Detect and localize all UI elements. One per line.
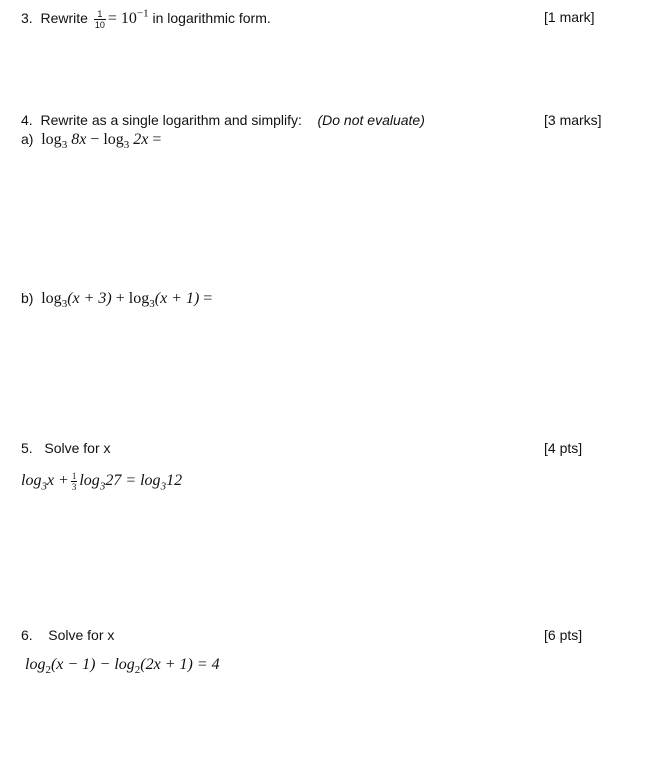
question-6-marks: [6 pts] [544, 627, 583, 643]
minus-operator: − [90, 131, 100, 148]
question-5 [21, 440, 111, 456]
question-6-instruction: Solve for x [48, 627, 115, 643]
question-6-equation [25, 656, 220, 677]
question-3-marks: [1 mark] [544, 9, 595, 25]
question-6 [21, 627, 114, 643]
question-5-equation [21, 471, 182, 492]
log-function: log [21, 472, 42, 490]
log-argument: 12 [166, 472, 183, 490]
log-function: log [25, 656, 46, 673]
log-argument: 2x [133, 131, 149, 148]
plus-operator: + [115, 290, 125, 307]
part-b-label: b) [21, 290, 34, 306]
question-3-suffix: in logarithmic form. [152, 10, 271, 27]
log-base: 3 [41, 480, 47, 493]
question-3-fraction [94, 9, 106, 30]
log-function: log [41, 131, 62, 148]
question-4-note: (Do not evaluate) [317, 112, 425, 128]
log-function: log [128, 290, 150, 307]
log-function: log [41, 290, 62, 307]
log-base: 3 [160, 480, 167, 493]
question-3-prefix: Rewrite [40, 10, 88, 27]
log-base: 2 [45, 664, 51, 677]
log-base: 3 [149, 298, 155, 311]
part-a-label: a) [21, 131, 34, 147]
question-4 [21, 112, 425, 128]
log-base: 3 [61, 298, 68, 311]
coefficient-fraction [71, 471, 78, 492]
log-argument: 8x [71, 131, 87, 148]
question-4b [21, 290, 213, 311]
question-4-instruction: Rewrite as a single logarithm and simplify: [40, 112, 302, 128]
log-function: log [140, 472, 161, 490]
question-4a [21, 131, 162, 152]
equation-exponent: −1 [136, 7, 149, 20]
equals-sign: = [152, 131, 162, 148]
log-function: log [103, 131, 124, 148]
log-argument: 27 = [105, 472, 137, 490]
question-3-equation [107, 7, 149, 28]
question-5-number: 5. [21, 440, 33, 456]
question-6-number: 6. [21, 627, 33, 643]
log-base: 2 [134, 664, 141, 677]
question-4-number: 4. [21, 112, 33, 128]
log-base: 3 [61, 139, 68, 152]
fraction-numerator: 1 [94, 9, 106, 20]
log-function: log [79, 472, 100, 490]
fraction-denominator: 10 [94, 20, 105, 30]
log-argument: (x + 1) [154, 290, 200, 307]
equals-sign: = [203, 290, 213, 307]
part-a-expression [41, 131, 162, 152]
log-base: 3 [123, 139, 130, 152]
part-b-expression [41, 290, 213, 311]
log-argument: x + [46, 472, 69, 490]
question-5-instruction: Solve for x [44, 440, 111, 456]
log-base: 3 [99, 480, 106, 493]
fraction-denominator: 3 [71, 482, 77, 492]
fraction-numerator: 1 [71, 471, 77, 481]
log-argument: (x + 3) [67, 290, 112, 307]
log-argument: (2x + 1) = 4 [140, 656, 220, 673]
question-5-marks: [4 pts] [544, 440, 583, 456]
equation-base: = 10 [107, 10, 137, 28]
question-4-marks: [3 marks] [544, 112, 602, 128]
log-argument: (x − 1) − [50, 656, 111, 673]
question-3-number: 3. [21, 10, 33, 27]
question-3 [21, 9, 271, 30]
log-function: log [114, 656, 135, 673]
